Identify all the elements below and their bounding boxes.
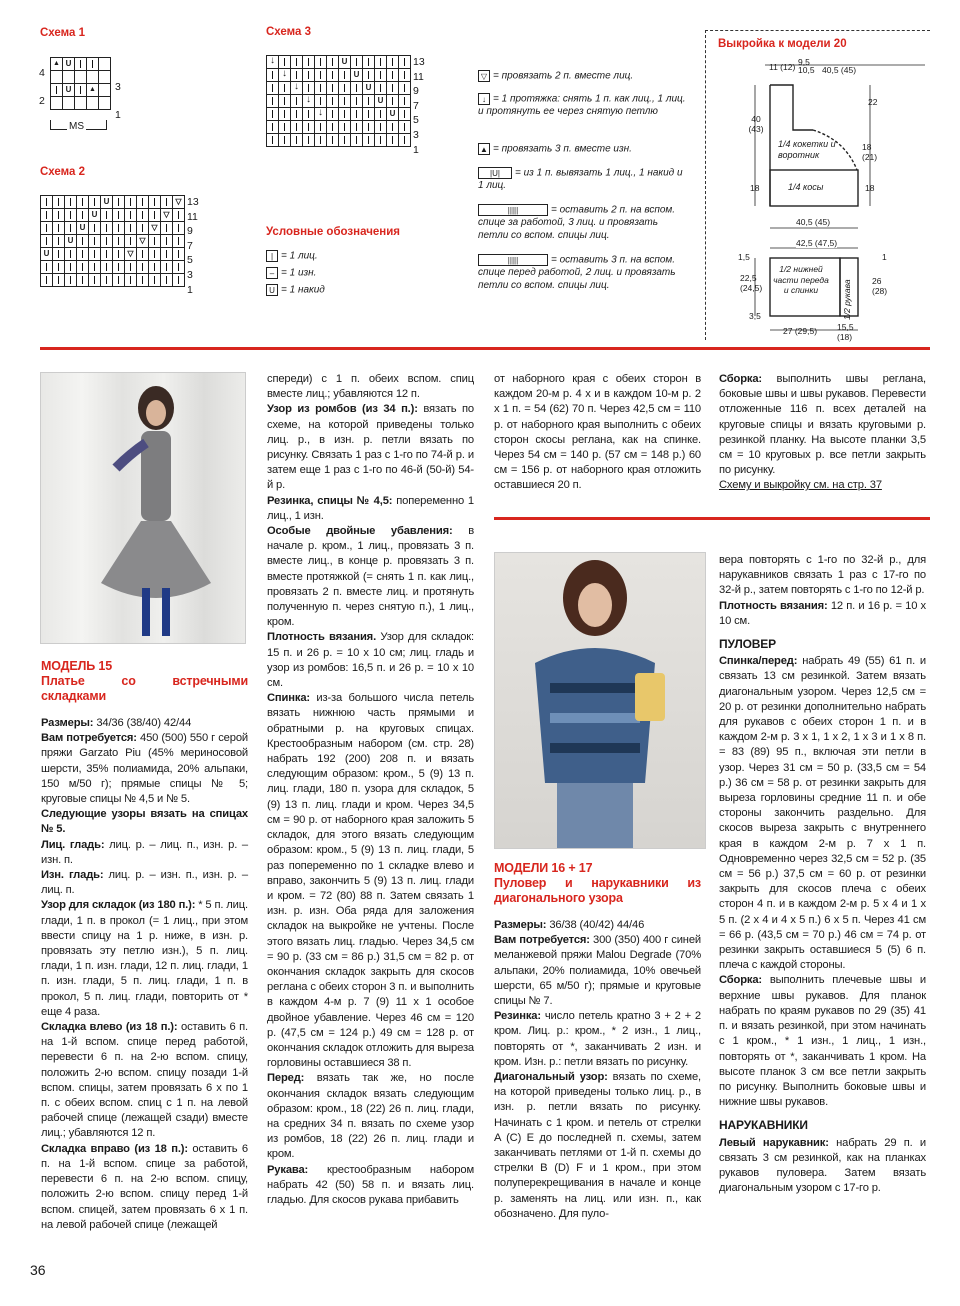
skp-symbol-icon: ↓: [478, 93, 490, 105]
page-number: 36: [30, 1262, 46, 1278]
dim-top-11: 11 (12): [769, 62, 796, 72]
col-4: Сборка: выполнить швы реглана, боковые швы и швы рукавов. Перевести отложенные 116 п. всех деталей на круговые спицы и вязать круговыми р. резинкой планку. На высоте планки 3,5 см = 10 круговых р. все петли закрыть по рисунку. Схему и выкройку см. на стр. 37: [719, 373, 926, 492]
legend-knit: | = 1 лиц.: [266, 250, 318, 263]
dim-27: 27 (29,5): [783, 326, 818, 336]
dim-425-475: 42,5 (47,5): [796, 238, 838, 248]
legend-k2tog: ▽ = провязать 2 п. вместе лиц.: [478, 70, 678, 83]
model-15-photo: [40, 372, 246, 644]
dim-15: 1,5: [738, 252, 750, 262]
dim-225: 22,5 (24,5): [740, 273, 763, 293]
model-16-17-heading: [494, 861, 701, 906]
legend-cable-front: ||||| = оставить 3 п. на вспом. спице перед работой, 2 лиц. и провязать петли со вспом. спицы лиц.: [478, 254, 676, 291]
p3tog-symbol-icon: ▲: [478, 143, 490, 155]
legend-skp: ↓ = 1 протяжка: снять 1 п. как лиц., 1 лиц. и протянуть ее через снятую петлю: [478, 93, 686, 118]
bias-label: 1/4 косы: [788, 182, 824, 192]
dim-top-95: 9,5 10,5: [798, 57, 815, 75]
pullover-figure-icon: [495, 553, 706, 849]
model-15-text: Размеры: 34/36 (38/40) 42/44 Вам потребуется: 450 (500) 550 г серой пряжи Garzato Piu (45% мериносовой шерсти, 35% полиамида, 20% альпаки, 150 м/50 г); прямые спицы № 5; круговые спицы № 4,5 и № 5. Следующие узоры вязать на спицах № 5. Лиц. гладь: лиц. р. – лиц. п., изн. р. – изн. п. Изн. гладь: лиц. р. – изн. п., изн. р. – лиц. п. Узор для складок (из 180 п.): * 5 п. лиц. глади, 1 п. в прокол (= 1 лиц., при этом ввести спицу на 1 р. ниже, в изн. р. провязать эту петлю изн.), 5 п. лиц. глади, 1 п. изн. глади, 12 п. лиц. глади, 1 п. изн. глади, 5 п. лиц. глади, 1 п. в прокол, 5 п. лиц. глади, повторить от * еще 4 раза. Складка влево (из 18 п.): оставить 6 п. на 1-й вспом. спице перед работой, перевести 6 п. на 2-ю вспом. спицу, положить 2-ю вспом. спицу позади 1-й вспом. спицы, затем провязать 6 х по 1 п. с обеих вспом. спиц с 1 п. на левой рабочей спице (лежащей сзади) вместе лиц.; убавляются 12 п. Складка вправо (из 18 п.): оставить 6 п. на 1-й вспом. спице за работой, перевести 6 п. на 2-ю вспом. спицу, положить 2-ю вспом. спицу перед 1-й вспом. спицей, затем провязать 6 х 1 п. на левой рабочей спице (лежащей: [41, 717, 249, 1231]
col-model-15: [41, 659, 248, 1233]
lower-part-label: 1/2 нижней части переда и спинки: [773, 264, 829, 295]
col-model-16-17: [494, 861, 701, 1222]
model-16-17-title: МОДЕЛИ 16 + 17: [494, 861, 593, 875]
k2tog-symbol-icon: ▽: [478, 70, 490, 82]
dim-18-right: 18: [865, 183, 875, 193]
cable-back-symbol-icon: |||||: [478, 204, 548, 216]
scheme-3-title: Схема 3: [266, 26, 312, 38]
legend-cable-back: ||||| = оставить 2 п. на вспом. спице за работой, 3 лиц. и провязать петли со вспом. спицы лиц.: [478, 204, 676, 241]
knit-symbol-icon: |: [266, 250, 278, 262]
col-2: спереди) с 1 п. обеих вспом. спиц вместе лиц.; убавляются 12 п. Узор из ромбов (из 34 п.): вязать по схеме, на которой приведены только лиц. р., в изн. р. петли вязать по рисунку. Связать 1 раз с 1-го по 74-й р. и затем еще 1 раз с 1-го по 46-й (50-й) 54-й р. Резинка, спицы № 4,5: попеременно 1 лиц., 1 изн. Особые двойные убавления: в начале р. кром., 1 лиц., провязать 3 п. вместе лиц., в конце р. провязать 3 п. вместе протяжкой (= снять 1 п. как лиц., провязать 2 п. вместе лиц. и протянуть полученную п. через снятую п.), 1 лиц., кром. Плотность вязания. Узор для складок: 15 п. и 26 р. = 10 х 10 см; лиц. гладь и узор из ромбов: 16,5 п. и 26 р. = 10 х 10 см. Спинка: из-за большого числа петель вязать нижнюю часть прямыми и обратными р. на круговых спицах. Крестообразным набором (см. стр. 28) набрать 192 (200) 208 п. и вязать следующим образом: кром., 5 (9) 13 п. лиц. глади, 180 п. узора для складок, 5 (9) 13 п. лиц. глади и кром. Через 34,5 см = 90 р. от наборного края заложить 5 складок, для этого вязать следующим образом: кром., 5 (9) 13 п. лиц. глади, 5 раз попеременно по 1 складке влево и вправо, закончить 5 (9) 13 п. лиц. глади и кром. = 72 (80) 88 п. Затем связать 1 изн. р. изн. Оба ряда для заложения складок на выкройке не учтены. После этого вязать лиц. гладью. Через 34,5 см = 90 р. (33 см = 86 р.) 31,5 см = 82 р. от окончания складок закрыть для скосов реглана с обеих сторон 3 п. и выполнить в каждом 4-м р. 7 (9) 11 х 1 особое двойное убавление. Через 46 см = 120 р. (47,5 см = 124 р.) 49 см = 128 р. от окончания складок отложить для выреза горловины оставшиеся 38 п. Перед: вязать так же, но после окончания складок вязать следующим образом: кром., 18 (22) 26 п. лиц. глади, на средних 34 п. вязать по схеме узор из ромбов, 18 (22) 26 п. лиц. глади и кром. Рукава: крестообразным набором набрать 42 (50) 58 п. и вязать лиц. гладью. Для скосов рукава прибавить: [267, 373, 475, 1206]
model-15-heading: [41, 659, 248, 704]
cable-front-symbol-icon: |||||: [478, 254, 548, 266]
scheme-3-row-numbers: 13 11 9 7 5 3 1: [413, 56, 425, 156]
scheme-2-title: Схема 2: [40, 166, 86, 178]
scheme-3-grid: [266, 55, 411, 147]
model-15-subtitle: Платье со встречными складками: [41, 674, 248, 703]
legend-inc3: |U| = из 1 п. вывязать 1 лиц., 1 накид и 1 лиц.: [478, 167, 683, 192]
pattern-title: Выкройка к модели 20: [718, 38, 847, 50]
dim-top-405: 40,5 (45): [822, 65, 857, 75]
model-16-17-photo: [494, 552, 706, 849]
top-divider: [40, 347, 930, 350]
yarn-over-symbol-icon: U: [266, 284, 278, 296]
scheme-1-grid: [50, 57, 111, 110]
legend-purl: – = 1 изн.: [266, 267, 316, 280]
scheme-2-row-numbers: 13 11 9 7 5 3 1: [187, 196, 199, 296]
dim-26: 26 (28): [872, 276, 888, 296]
scheme-1-rows-left: 4 2: [39, 67, 45, 107]
col-3: от наборного края с обеих сторон в каждом 20-м р. 4 х и в каждом 10-м р. 2 х 1 п. = 54 (62) 70 п. Через 42,5 см = 110 р. от наборного края выполнить с обеих сторон скосы реглана, как на спинке. Через 54 см = 140 р. (57 см = 148 р.) 60 см = 156 р. от наборного края отложить оставшиеся 20 п.: [494, 373, 701, 492]
model-16-17-subtitle: Пуловер и нарукавники из диагонального узора: [494, 876, 701, 905]
col-6: вера повторять с 1-го по 32-й р., для нарукавников связать 1 раз с 17-го по 32-й р., затем повторять с 1-го по 12-й р. Плотность вязания: 12 п. и 16 р. = 10 х 10 см. ПУЛОВЕР Спинка/перед: набрать 49 (55) 61 п. и связать 13 см резинкой. Затем вязать диагональным узором. Через 12,5 см = 20 р. от резинки дополнительно набрать для рукавов с обеих сторон 1 п. и в каждом 2-м р. 3 х 1, 1 х 2, 1 х 3 и 1 х 8 п. = 83 (89) 95 п., включая эти петли в узор. Через 31 см = 50 р. (33,5 см = 54 р.) 36 см = 58 р. от резинки закрыть для выреза горловины средние 11 п. и обе стороны закончить раздельно. Для скосов выреза закрыть с внутреннего края в каждом 2-м р. 7 х 1 п. Одновременно через 32,5 см = 52 р. (35 см = 56 р.) 37,5 см = 60 р. от резинки закрыть для скосов плеча с обеих сторон 4 п. и в каждом 2-м р. 5 х 4 и 1 х 5 п. (2 х 4 и 4 х 5 п.) 6 х 5 п. Через 41 см = 66 р. (43,5 см = 70 р.) 46 см = 74 р. от резинки закрыть оставшиеся 5 (5) 6 п. плеча с каждой стороны. Сборка: выполнить плечевые швы и верхние швы рукавов. Для планок набрать по краям рукавов по 29 (35) 41 п. и вязать резинкой, при этом начинать с 1 кром., * 1 изн., 1 лиц., 1 изн., повторять от *, заканчивать 1 кром. На высоте планок 3 см все петли закрыть по рисунку. Выполнить боковые швы и нижние швы рукавов. НАРУКАВНИКИ Левый нарукавник: набрать 29 п. и связать 3 см резинкой, как на планках рукавов пуловера. Затем вязать диагональным узором с 17-го р.: [719, 554, 926, 1195]
purl-symbol-icon: –: [266, 267, 278, 279]
dress-figure-icon: [41, 373, 246, 644]
dim-155: 15,5 (18): [837, 322, 854, 342]
scheme-2-grid: [40, 195, 185, 287]
dim-40: 40 (43): [748, 114, 764, 134]
dim-18-left: 18: [750, 183, 760, 193]
yoke-label: 1/4 кокетки и воротник: [778, 139, 836, 160]
dim-1: 1: [882, 252, 887, 262]
mid-divider: [494, 517, 930, 520]
dim-405-45: 40,5 (45): [796, 217, 831, 227]
dim-18-21: 18 (21): [862, 142, 878, 162]
sleeve-label: 1/2 рукава: [842, 279, 852, 320]
scheme-1-title: Схема 1: [40, 27, 86, 39]
ms-label: MS: [69, 121, 84, 132]
legend-title: Условные обозначения: [266, 226, 401, 238]
increase-symbol-icon: |U|: [478, 167, 512, 179]
model-16-17-text: Размеры: 36/38 (40/42) 44/46 Вам потребуется: 300 (350) 400 г синей меланжевой пряжи Malou Degrade (70% альпаки, 20% полиамида, 10% овечьей шерсти, 65 м/50 г); прямые и круговые спицы № 7. Резинка: число петель кратно 3 + 2 + 2 кром. Лиц. р.: кром., * 2 изн., 1 лиц., повторять от *, заканчивать 2 изн. и кром. Изн. р.: петли вязать по рисунку. Диагональный узор: вязать по схеме, на которой приведены только лиц. р., в изн. р. петли вязать по рисунку. Начинать с 1 кром. и петель от стрелки A (C) E до последней п. схемы, затем заканчивать петлями от 1-й п. схемы до стрелки B (D) F и 1 кром., при этом полуперекрещивания в начале и конце р. заменять на лиц. или изн. п., как обозначено. Для пуло-: [494, 919, 701, 1220]
legend-p3tog: ▲ = провязать 3 п. вместе изн.: [478, 143, 688, 156]
dim-22: 22: [868, 97, 878, 107]
dim-35: 3,5: [749, 311, 761, 321]
model-15-title: МОДЕЛЬ 15: [41, 659, 112, 673]
scheme-1-rows-right: 3 1: [115, 81, 121, 121]
legend-yo: U = 1 накид: [266, 284, 325, 297]
